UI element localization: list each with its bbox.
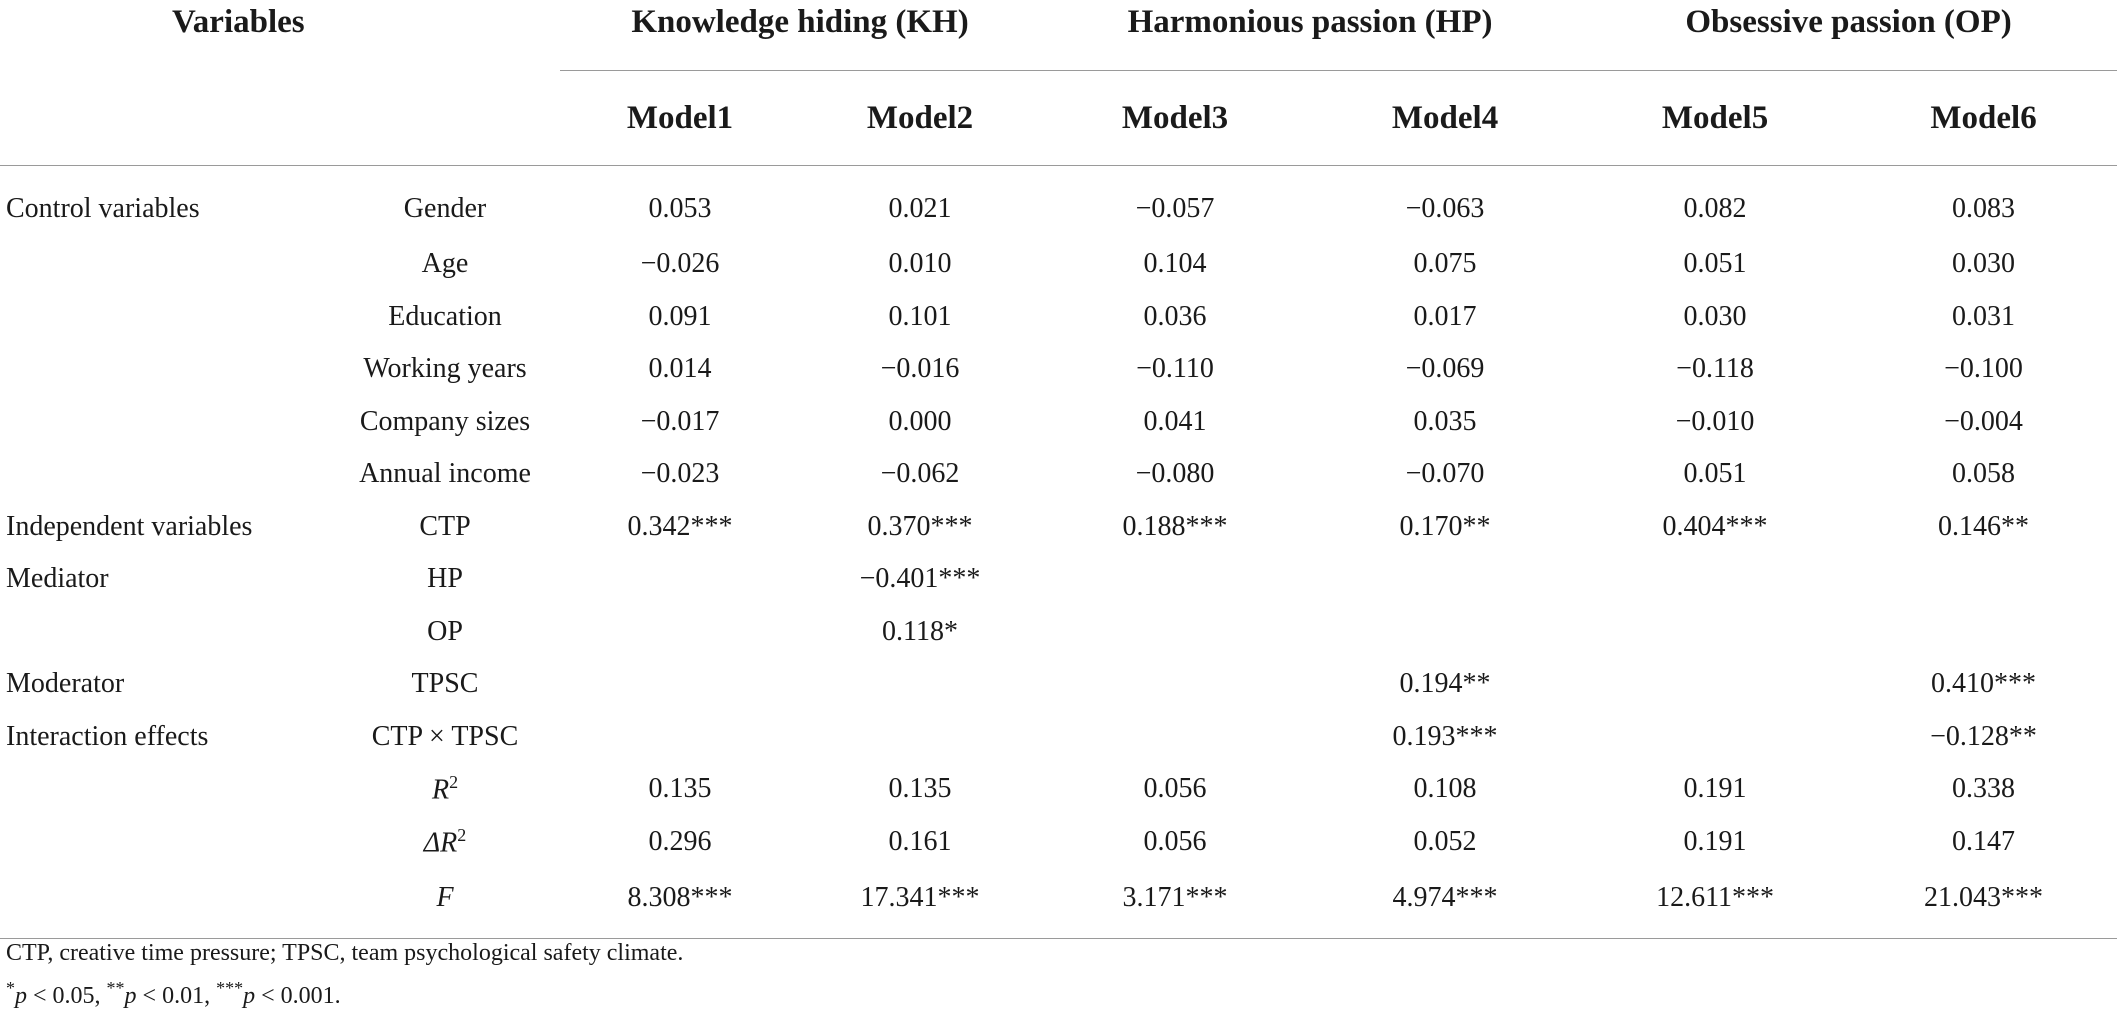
cell-value: 0.135 bbox=[648, 773, 712, 805]
row-variable-label: TPSC bbox=[411, 668, 479, 700]
p-symbol: p bbox=[243, 983, 256, 1009]
cell-value: 0.056 bbox=[1143, 825, 1207, 857]
cell-value: 0.101 bbox=[888, 300, 952, 332]
cell-value: 0.170** bbox=[1399, 510, 1491, 542]
cell-value: −0.110 bbox=[1136, 353, 1214, 385]
cell-value bbox=[1580, 711, 1850, 764]
table-row bbox=[0, 291, 2117, 344]
row-variable bbox=[330, 291, 560, 344]
row-variable bbox=[330, 238, 560, 291]
model-header: Model5 bbox=[1580, 71, 1850, 166]
row-variable bbox=[330, 658, 560, 711]
row-category bbox=[0, 238, 330, 291]
row-category: Interaction effects bbox=[6, 720, 209, 752]
header-spacer bbox=[330, 71, 560, 166]
p-symbol: p bbox=[15, 983, 27, 1009]
row-category bbox=[0, 396, 330, 449]
sig-stars: *** bbox=[216, 978, 244, 998]
cell-value: −0.401*** bbox=[859, 563, 981, 595]
table-row bbox=[0, 238, 2117, 291]
model-header: Model4 bbox=[1310, 71, 1580, 166]
cell-value: 0.193*** bbox=[1392, 720, 1498, 752]
cell-value: 17.341*** bbox=[800, 868, 1040, 939]
row-category: Moderator bbox=[6, 668, 125, 700]
sig-threshold: < 0.001. bbox=[255, 983, 341, 1009]
model-header: Model6 bbox=[1850, 71, 2117, 166]
cell-value: 0.017 bbox=[1413, 300, 1477, 332]
cell-value: 0.000 bbox=[888, 405, 952, 437]
table-row bbox=[0, 166, 2117, 239]
cell-value: 0.191 bbox=[1683, 773, 1747, 805]
model-header: Model2 bbox=[800, 71, 1040, 166]
cell-value bbox=[1040, 711, 1310, 764]
cell-value: 0.194** bbox=[1399, 668, 1491, 700]
cell-value: −0.069 bbox=[1405, 353, 1485, 385]
superscript: 2 bbox=[457, 824, 467, 845]
cell-value bbox=[1040, 553, 1310, 606]
cell-value: 8.308*** bbox=[560, 868, 800, 939]
model-header: Model1 bbox=[560, 71, 800, 166]
row-variable bbox=[330, 763, 560, 816]
row-variable-label: ΔR bbox=[423, 826, 458, 858]
cell-value bbox=[560, 553, 800, 606]
table-body bbox=[0, 166, 2117, 939]
row-variable-label: HP bbox=[427, 563, 463, 595]
cell-value bbox=[1310, 606, 1580, 659]
cell-value: 0.083 bbox=[1952, 193, 2016, 224]
row-category bbox=[0, 868, 330, 939]
row-category bbox=[0, 448, 330, 501]
header-row-groups bbox=[0, 0, 2117, 71]
cell-value: 0.370*** bbox=[867, 510, 973, 542]
cell-value: 0.104 bbox=[1143, 248, 1207, 280]
cell-value: 0.056 bbox=[1143, 773, 1207, 805]
sig-stars: ** bbox=[106, 978, 125, 998]
cell-value bbox=[1580, 606, 1850, 659]
cell-value: −0.080 bbox=[1135, 458, 1215, 490]
row-category bbox=[0, 291, 330, 344]
cell-value: −0.070 bbox=[1405, 458, 1485, 490]
row-variable-label: F bbox=[436, 882, 454, 913]
cell-value: 0.161 bbox=[888, 825, 952, 857]
cell-value: −0.016 bbox=[880, 353, 960, 385]
table-row bbox=[0, 658, 2117, 711]
cell-value: 0.404*** bbox=[1662, 510, 1768, 542]
group-header-op: Obsessive passion (OP) bbox=[1580, 0, 2117, 71]
cell-value: 0.191 bbox=[1683, 825, 1747, 857]
row-variable-label: Company sizes bbox=[359, 405, 531, 437]
cell-value: −0.004 bbox=[1944, 405, 2023, 437]
cell-value: 0.147 bbox=[1952, 825, 2016, 857]
cell-value bbox=[1580, 553, 1850, 606]
row-variable bbox=[330, 816, 560, 869]
cell-value: 0.135 bbox=[888, 773, 952, 805]
p-symbol: p bbox=[124, 983, 137, 1009]
table-row bbox=[0, 711, 2117, 764]
row-variable-label: Education bbox=[388, 300, 502, 332]
table-row bbox=[0, 553, 2117, 606]
cell-value: 0.296 bbox=[648, 825, 712, 857]
cell-value bbox=[1040, 658, 1310, 711]
cell-value bbox=[1310, 553, 1580, 606]
table-row bbox=[0, 868, 2117, 939]
row-variable-label: CTP × TPSC bbox=[371, 720, 519, 752]
row-variable-label: Age bbox=[421, 248, 469, 280]
cell-value: 0.010 bbox=[888, 248, 952, 280]
significance-note bbox=[6, 971, 683, 1014]
cell-value bbox=[560, 658, 800, 711]
cell-value: 0.053 bbox=[648, 193, 712, 224]
row-variable bbox=[330, 711, 560, 764]
table-row bbox=[0, 396, 2117, 449]
superscript: 2 bbox=[449, 772, 459, 793]
row-category bbox=[0, 606, 330, 659]
table-row bbox=[0, 343, 2117, 396]
cell-value: 0.051 bbox=[1683, 458, 1747, 490]
table-row bbox=[0, 606, 2117, 659]
cell-value bbox=[560, 711, 800, 764]
cell-value: 0.014 bbox=[648, 353, 712, 385]
table-notes bbox=[6, 936, 683, 1014]
cell-value: −0.128** bbox=[1930, 720, 2037, 752]
cell-value: 0.075 bbox=[1413, 248, 1477, 280]
row-variable-label: Working years bbox=[363, 353, 527, 385]
header-row-models bbox=[0, 71, 2117, 166]
cell-value bbox=[1040, 606, 1310, 659]
row-variable-label: Gender bbox=[403, 193, 487, 224]
cell-value: 0.031 bbox=[1952, 300, 2016, 332]
table-row bbox=[0, 448, 2117, 501]
cell-value: 21.043*** bbox=[1850, 868, 2117, 939]
cell-value: 0.030 bbox=[1683, 300, 1747, 332]
cell-value: 0.338 bbox=[1952, 773, 2016, 805]
cell-value: −0.057 bbox=[1135, 193, 1215, 224]
cell-value: 12.611*** bbox=[1580, 868, 1850, 939]
cell-value: 0.030 bbox=[1952, 248, 2016, 280]
row-category bbox=[0, 763, 330, 816]
sig-threshold: < 0.01, bbox=[136, 983, 217, 1009]
row-variable bbox=[330, 553, 560, 606]
cell-value: 0.051 bbox=[1683, 248, 1747, 280]
model-header: Model3 bbox=[1040, 71, 1310, 166]
row-variable-label: OP bbox=[427, 615, 463, 647]
row-category: Control variables bbox=[6, 193, 200, 224]
cell-value bbox=[800, 711, 1040, 764]
row-variable bbox=[330, 343, 560, 396]
abbreviation-note: CTP, creative time pressure; TPSC, team psychological safety climate. bbox=[6, 940, 684, 966]
table-row bbox=[0, 763, 2117, 816]
cell-value: 0.041 bbox=[1143, 405, 1207, 437]
row-category bbox=[0, 816, 330, 869]
cell-value bbox=[1580, 658, 1850, 711]
cell-value: 0.058 bbox=[1952, 458, 2016, 490]
cell-value: 0.052 bbox=[1413, 825, 1477, 857]
cell-value bbox=[1850, 553, 2117, 606]
group-header-kh: Knowledge hiding (KH) bbox=[560, 0, 1040, 71]
sig-threshold: < 0.05, bbox=[27, 983, 107, 1009]
table-row bbox=[0, 501, 2117, 554]
cell-value: 0.021 bbox=[888, 193, 952, 224]
cell-value: 3.171*** bbox=[1040, 868, 1310, 939]
cell-value: −0.010 bbox=[1675, 405, 1755, 437]
row-variable bbox=[330, 606, 560, 659]
cell-value bbox=[560, 606, 800, 659]
row-variable bbox=[330, 448, 560, 501]
row-category bbox=[0, 343, 330, 396]
cell-value: −0.063 bbox=[1405, 193, 1485, 224]
row-variable bbox=[330, 501, 560, 554]
cell-value: 0.035 bbox=[1413, 405, 1477, 437]
cell-value: −0.017 bbox=[640, 405, 720, 437]
cell-value: −0.100 bbox=[1944, 353, 2023, 385]
group-header-hp: Harmonious passion (HP) bbox=[1040, 0, 1580, 71]
row-variable bbox=[330, 396, 560, 449]
header-spacer bbox=[0, 71, 330, 166]
row-category: Independent variables bbox=[6, 510, 253, 542]
cell-value: 0.188*** bbox=[1122, 510, 1228, 542]
cell-value: 0.410*** bbox=[1931, 668, 2037, 700]
row-variable-label: Annual income bbox=[359, 458, 531, 490]
sig-stars: * bbox=[6, 978, 15, 998]
cell-value: −0.023 bbox=[640, 458, 720, 490]
cell-value: 0.146** bbox=[1938, 510, 2030, 542]
row-category: Mediator bbox=[6, 563, 109, 595]
variables-header: Variables bbox=[172, 4, 305, 40]
row-variable-label: R bbox=[431, 774, 450, 806]
cell-value: 0.082 bbox=[1683, 193, 1747, 224]
cell-value: 0.036 bbox=[1143, 300, 1207, 332]
cell-value: −0.062 bbox=[880, 458, 960, 490]
row-variable-label: CTP bbox=[419, 510, 471, 542]
cell-value: −0.118 bbox=[1676, 353, 1754, 385]
row-variable bbox=[330, 166, 560, 239]
cell-value: 0.118* bbox=[882, 615, 958, 647]
row-variable bbox=[330, 868, 560, 939]
cell-value: −0.026 bbox=[640, 248, 720, 280]
cell-value bbox=[800, 658, 1040, 711]
table-row bbox=[0, 816, 2117, 869]
cell-value bbox=[1850, 606, 2117, 659]
cell-value: 0.342*** bbox=[627, 510, 733, 542]
cell-value: 0.108 bbox=[1413, 773, 1477, 805]
cell-value: 0.091 bbox=[648, 300, 712, 332]
cell-value: 4.974*** bbox=[1310, 868, 1580, 939]
